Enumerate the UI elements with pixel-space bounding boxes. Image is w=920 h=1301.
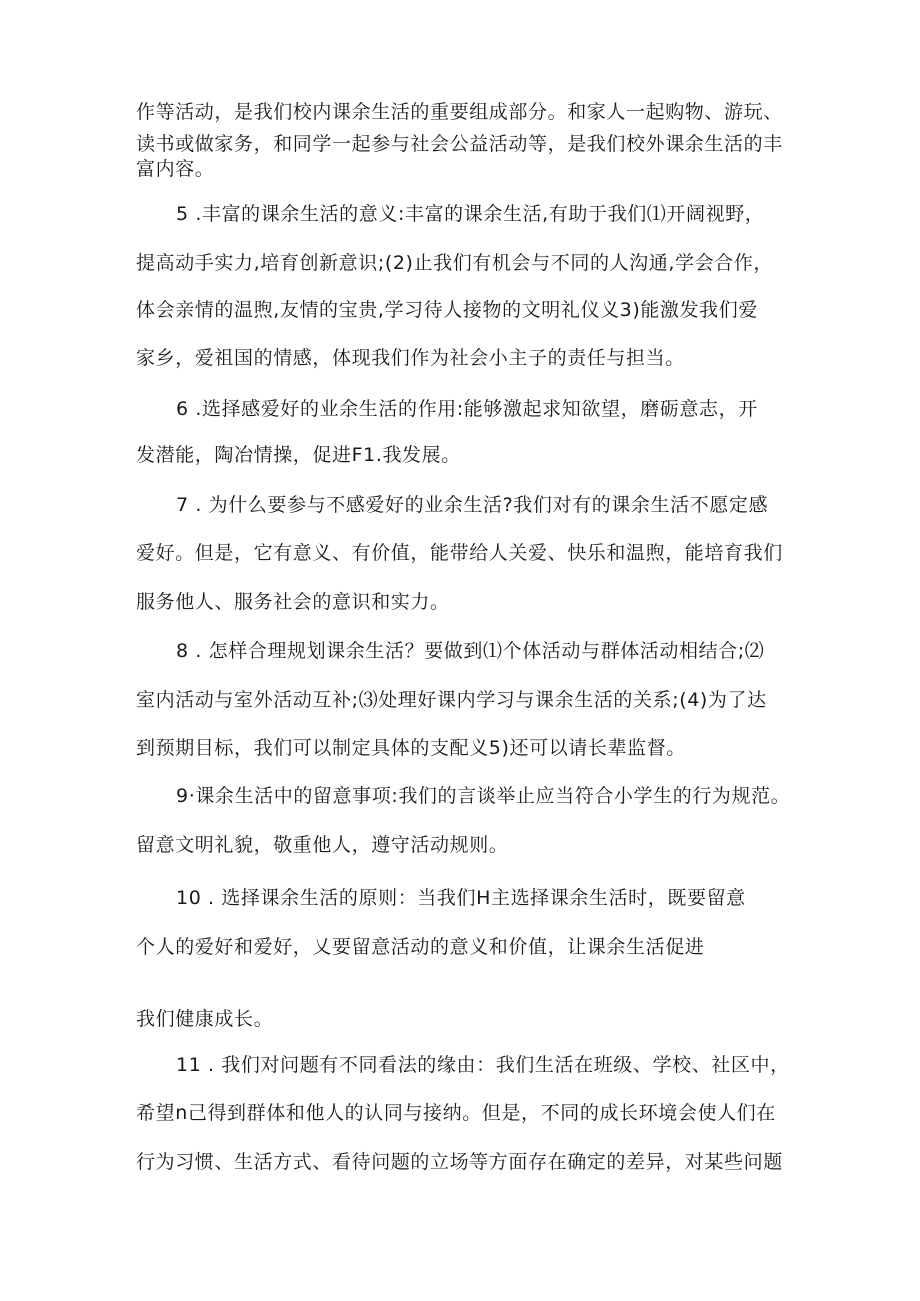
intro-line-1: 作等活动，是我们校内课余生活的重要组成部分。和家人一起购物、游玩、 — [136, 101, 783, 123]
item-8-line-1: 8 . 怎样合理规划课余生活？要做到⑴个体活动与群体活动相结合;⑵ — [176, 640, 765, 662]
item-10-line-2: 个人的爱好和爱好，乂要留意活动的意义和价值，让课余生活促进 — [136, 936, 705, 958]
item-8-line-2: 室内活动与室外活动互补;⑶处理好课内学习与课余生活的关系;(4)为了达 — [136, 689, 767, 711]
item-9-line-2: 留意文明礼貌，敬重他人，遵守活动规则。 — [136, 834, 509, 856]
item-11-line-2: 希望n己得到群体和他人的认同与接纳。但是，不同的成长环境会使人们在 — [136, 1102, 776, 1124]
intro-line-3: 富内容。 — [136, 158, 215, 180]
item-5-line-1: 5 .丰富的课余生活的意义:丰富的课余生活,有助于我们⑴开阔视野， — [176, 203, 765, 225]
item-5-line-3: 体会亲情的温煦,友情的宝贵,学习待人接物的文明礼仪义3)能激发我们爱 — [136, 299, 758, 321]
item-10-line-3: 我们健康成长。 — [136, 1008, 274, 1030]
item-11-line-1: 11 . 我们对问题有不同看法的缘由：我们生活在班级、学校、社区中， — [176, 1054, 790, 1076]
item-7-line-2: 爱好。但是，它有意义、有价值，能带给人关爱、快乐和温煦，能培育我们 — [136, 542, 783, 564]
item-6-line-1: 6 .选择感爱好的业余生活的作用:能够激起求知欲望，磨砺意志，开 — [176, 398, 758, 420]
item-7-line-3: 服务他人、服务社会的意识和实力。 — [136, 591, 450, 613]
item-5-line-4: 家乡，爱祖国的情感，体现我们作为社会小主子的责任与担当。 — [136, 347, 685, 369]
intro-line-2: 读书或做家务，和同学一起参与社会公益活动等，是我们校外课余生活的丰 — [136, 133, 783, 155]
item-5-line-2: 提高动手实力,培育创新意识;(2)止我们有机会与不同的人沟通,学会合作， — [136, 252, 773, 274]
item-10-line-1: 10 . 选择课余生活的原则：当我们H主选择课余生活时，既要留意 — [176, 887, 746, 909]
item-11-line-3: 行为习惯、生活方式、看待问题的立场等方面存在确定的差异，对某些问题 — [136, 1151, 783, 1173]
item-9-line-1: 9·课余生活中的留意事项:我们的言谈举止应当符合小学生的行为规范。 — [176, 785, 791, 807]
item-7-line-1: 7 . 为什么要参与不感爱好的业余生活?我们对有的课余生活不愿定感 — [176, 494, 769, 516]
item-6-line-2: 发潜能，陶冶情操，促进F1.我发展。 — [136, 444, 461, 466]
item-8-line-3: 到预期目标，我们可以制定具体的支配义5)还可以请长辈监督。 — [136, 737, 686, 759]
